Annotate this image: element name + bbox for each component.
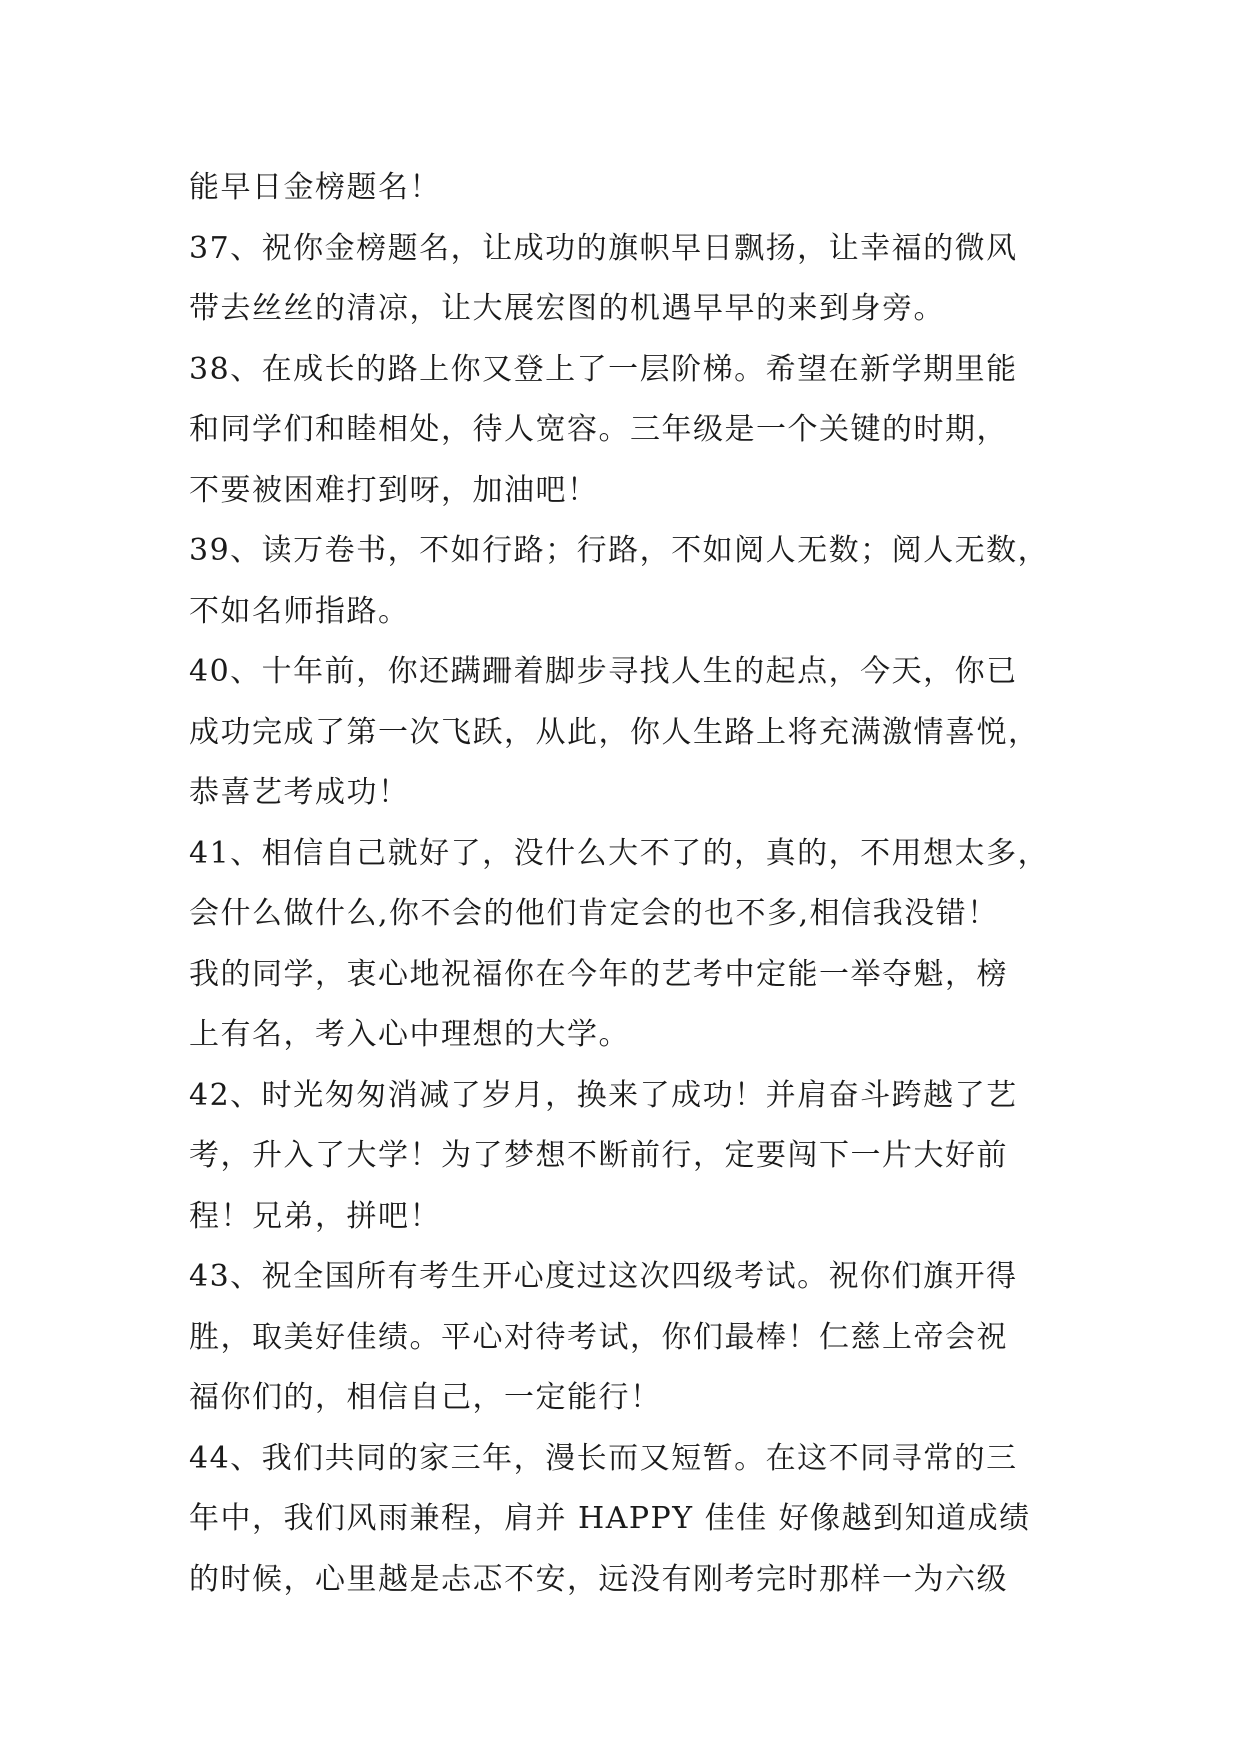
text-line: 39、读万卷书，不如行路；行路，不如阅人无数；阅人无数， — [189, 533, 1050, 568]
text-line: 胜，取美好佳绩。平心对待考试，你们最棒！仁慈上帝会祝 — [189, 1319, 1008, 1355]
text-line: 38、在成长的路上你又登上了一层阶梯。希望在新学期里能 — [189, 351, 1018, 387]
text-line: 考，升入了大学！为了梦想不断前行，定要闯下一片大好前 — [189, 1138, 1008, 1173]
text-line: 程！兄弟，拼吧！ — [189, 1198, 441, 1234]
text-line: 42、时光匆匆消减了岁月，换来了成功！并肩奋斗跨越了艺 — [189, 1077, 1018, 1113]
text-line: 恭喜艺考成功！ — [189, 775, 410, 810]
document-body — [189, 158, 1069, 1610]
text-line: 43、祝全国所有考生开心度过这次四级考试。祝你们旗开得 — [189, 1259, 1018, 1294]
text-line: 带去丝丝的清凉，让大展宏图的机遇早早的来到身旁。 — [189, 291, 945, 326]
text-line: 上有名，考入心中理想的大学。 — [189, 1017, 630, 1052]
text-line: 44、我们共同的家三年，漫长而又短暂。在这不同寻常的三 — [189, 1440, 1018, 1476]
text-line: 40、十年前，你还蹒跚着脚步寻找人生的起点，今天，你已 — [189, 654, 1018, 689]
text-line: 会什么做什么,你不会的他们肯定会的也不多,相信我没错！ — [189, 896, 999, 931]
text-line: 不如名师指路。 — [189, 593, 410, 629]
text-line: 和同学们和睦相处，待人宽容。三年级是一个关键的时期， — [189, 412, 1008, 447]
text-line: 福你们的，相信自己，一定能行！ — [189, 1380, 662, 1415]
text-line: 我的同学，衷心地祝福你在今年的艺考中定能一举夺魁，榜 — [189, 956, 1008, 992]
text-line: 的时候，心里越是忐忑不安，远没有刚考完时那样一为六级 — [189, 1561, 1008, 1597]
text-line: 年中，我们风雨兼程，肩并 HAPPY 佳佳 好像越到知道成绩 — [189, 1501, 1031, 1536]
text-line: 能早日金榜题名！ — [189, 170, 441, 205]
text-line: 成功完成了第一次飞跃，从此，你人生路上将充满激情喜悦， — [189, 714, 1040, 750]
text-line: 41、相信自己就好了，没什么大不了的，真的，不用想太多， — [189, 835, 1050, 871]
text-line: 不要被困难打到呀，加油吧！ — [189, 472, 599, 508]
text-line: 37、祝你金榜题名，让成功的旗帜早日飘扬，让幸福的微风 — [189, 230, 1018, 266]
